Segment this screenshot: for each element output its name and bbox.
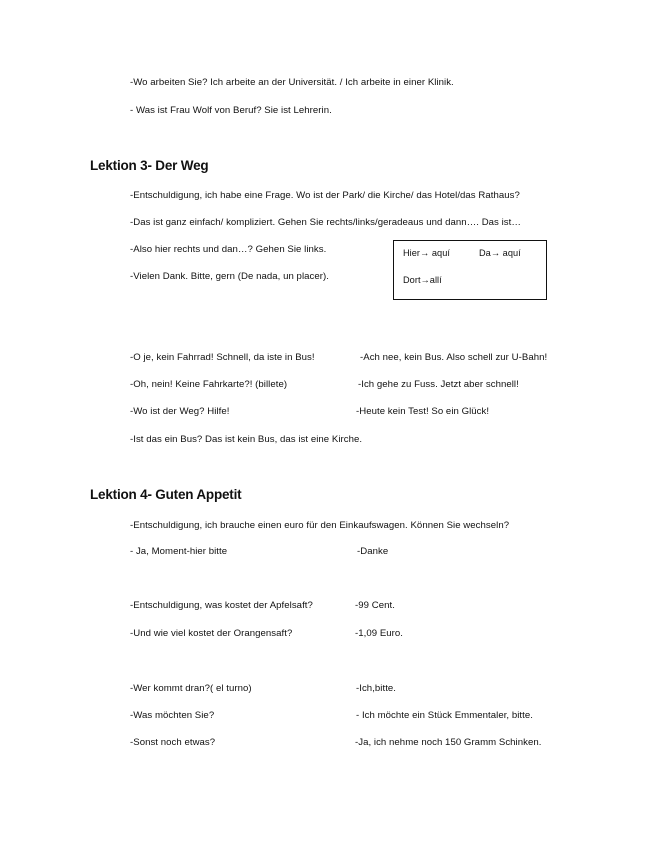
dialog-right-line: -Ach nee, kein Bus. Also schell zur U-Bahn! <box>360 352 548 363</box>
dialog-right-line: -99 Cent. <box>355 600 395 611</box>
lektion-3-last-line: -Ist das ein Bus? Das ist kein Bus, das ist eine Kirche. <box>130 434 363 445</box>
intro-line-2: - Was ist Frau Wolf von Beruf? Sie ist Lehrerin. <box>130 105 332 116</box>
dialog-left-line: -Wo ist der Weg? Hilfe! <box>130 406 230 417</box>
dialog-left-line: -Oh, nein! Keine Fahrkarte?! (billete) <box>130 379 288 390</box>
lektion-3-line: -Das ist ganz einfach/ kompliziert. Gehen Sie rechts/links/geradeaus und dann…. Das ist… <box>130 217 522 228</box>
vocab-hier: Hier→ aquí <box>403 248 450 258</box>
dialog-right-line: -Ja, ich nehme noch 150 Gramm Schinken. <box>355 737 542 748</box>
dialog-left-line: -Was möchten Sie? <box>130 710 215 721</box>
lektion-4-first-line: -Entschuldigung, ich brauche einen euro für den Einkaufswagen. Können Sie wechseln? <box>130 520 510 531</box>
dialog-right-line: -1,09 Euro. <box>355 628 404 639</box>
dialog-left-line: -Und wie viel kostet der Orangensaft? <box>130 628 293 639</box>
lektion-3-heading: Lektion 3- Der Weg <box>90 158 209 173</box>
lektion-3-line: -Entschuldigung, ich habe eine Frage. Wo ist der Park/ die Kirche/ das Hotel/das Rathaus? <box>130 190 520 201</box>
dialog-right-line: -Heute kein Test! So ein Glück! <box>356 406 490 417</box>
dialog-left-line: -O je, kein Fahrrad! Schnell, da iste in Bus! <box>130 352 315 363</box>
lektion-3-line: -Also hier rechts und dan…? Gehen Sie links. <box>130 244 327 255</box>
vocab-dort: Dort→allí <box>403 275 442 285</box>
dialog-right-line: - Ich möchte ein Stück Emmentaler, bitte. <box>356 710 533 721</box>
dialog-right-line: -Danke <box>357 546 389 557</box>
vocab-da: Da→ aquí <box>479 248 521 258</box>
lektion-4-heading: Lektion 4- Guten Appetit <box>90 487 242 502</box>
intro-line-1: -Wo arbeiten Sie? Ich arbeite an der Universität. / Ich arbeite in einer Klinik. <box>130 77 454 88</box>
dialog-left-line: -Wer kommt dran?( el turno) <box>130 683 252 694</box>
dialog-right-line: -Ich gehe zu Fuss. Jetzt aber schnell! <box>358 379 519 390</box>
dialog-right-line: -Ich,bitte. <box>356 683 397 694</box>
vocabulary-box <box>393 240 547 300</box>
dialog-left-line: -Entschuldigung, was kostet der Apfelsaft? <box>130 600 313 611</box>
dialog-left-line: -Sonst noch etwas? <box>130 737 216 748</box>
dialog-left-line: - Ja, Moment-hier bitte <box>130 546 228 557</box>
lektion-3-line: -Vielen Dank. Bitte, gern (De nada, un placer). <box>130 271 329 282</box>
